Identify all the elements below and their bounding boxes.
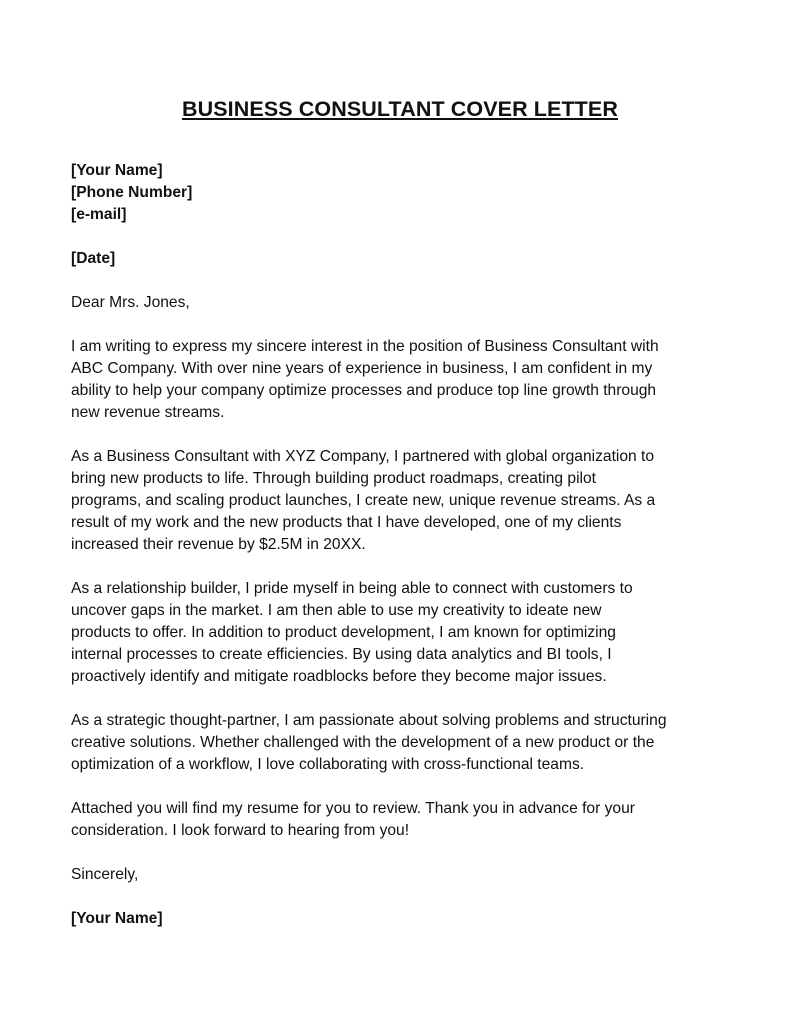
- spacer: [71, 842, 736, 864]
- paragraph-1: [71, 336, 736, 424]
- paragraph-3: [71, 578, 736, 688]
- spacer: [71, 886, 736, 908]
- spacer: [71, 424, 736, 446]
- paragraph-line: products to offer. In addition to product development, I am known for optimizing: [71, 624, 616, 641]
- spacer: [71, 556, 736, 578]
- signature-name: [Your Name]: [71, 910, 163, 927]
- paragraph-line: optimization of a workflow, I love collaborating with cross-functional teams.: [71, 756, 585, 773]
- paragraph-line: proactively identify and mitigate roadblocks before they become major issues.: [71, 668, 607, 685]
- paragraph-4: [71, 710, 736, 776]
- sender-name: [Your Name]: [71, 162, 163, 179]
- page-title: BUSINESS CONSULTANT COVER LETTER: [181, 97, 618, 121]
- paragraph-line: I am writing to express my sincere interest in the position of Business Consultant with: [71, 338, 659, 355]
- sender-phone: [Phone Number]: [71, 184, 193, 201]
- paragraph-line: ABC Company. With over nine years of experience in business, I am confident in my: [71, 360, 653, 377]
- paragraph-5: [71, 798, 736, 842]
- paragraph-line: creative solutions. Whether challenged with the development of a new product or the: [71, 734, 655, 751]
- letter-date: [Date]: [71, 250, 116, 267]
- spacer: [71, 314, 736, 336]
- paragraph-2: [71, 446, 736, 556]
- paragraph-line: ability to help your company optimize processes and produce top line growth through: [71, 382, 657, 399]
- letter-body: [71, 160, 736, 930]
- paragraph-line: new revenue streams.: [71, 404, 225, 421]
- paragraph-line: As a Business Consultant with XYZ Company, I partnered with global organization to: [71, 448, 655, 465]
- paragraph-line: As a strategic thought-partner, I am passionate about solving problems and structuring: [71, 712, 667, 729]
- paragraph-line: consideration. I look forward to hearing from you!: [71, 822, 410, 839]
- paragraph-line: increased their revenue by $2.5M in 20XX.: [71, 536, 366, 553]
- spacer: [71, 688, 736, 710]
- paragraph-line: internal processes to create efficiencies. By using data analytics and BI tools, I: [71, 646, 612, 663]
- paragraph-line: programs, and scaling product launches, I create new, unique revenue streams. As a: [71, 492, 656, 509]
- paragraph-line: result of my work and the new products that I have developed, one of my clients: [71, 514, 622, 531]
- spacer: [71, 270, 736, 292]
- spacer: [71, 776, 736, 798]
- paragraph-line: Attached you will find my resume for you to review. Thank you in advance for your: [71, 800, 635, 817]
- sender-email: [e-mail]: [71, 206, 127, 223]
- paragraph-line: uncover gaps in the market. I am then able to use my creativity to ideate new: [71, 602, 602, 619]
- spacer: [71, 226, 736, 248]
- paragraph-line: bring new products to life. Through building product roadmaps, creating pilot: [71, 470, 597, 487]
- closing: Sincerely,: [71, 866, 139, 883]
- paragraph-line: As a relationship builder, I pride myself in being able to connect with customers to: [71, 580, 633, 597]
- salutation: Dear Mrs. Jones,: [71, 294, 190, 311]
